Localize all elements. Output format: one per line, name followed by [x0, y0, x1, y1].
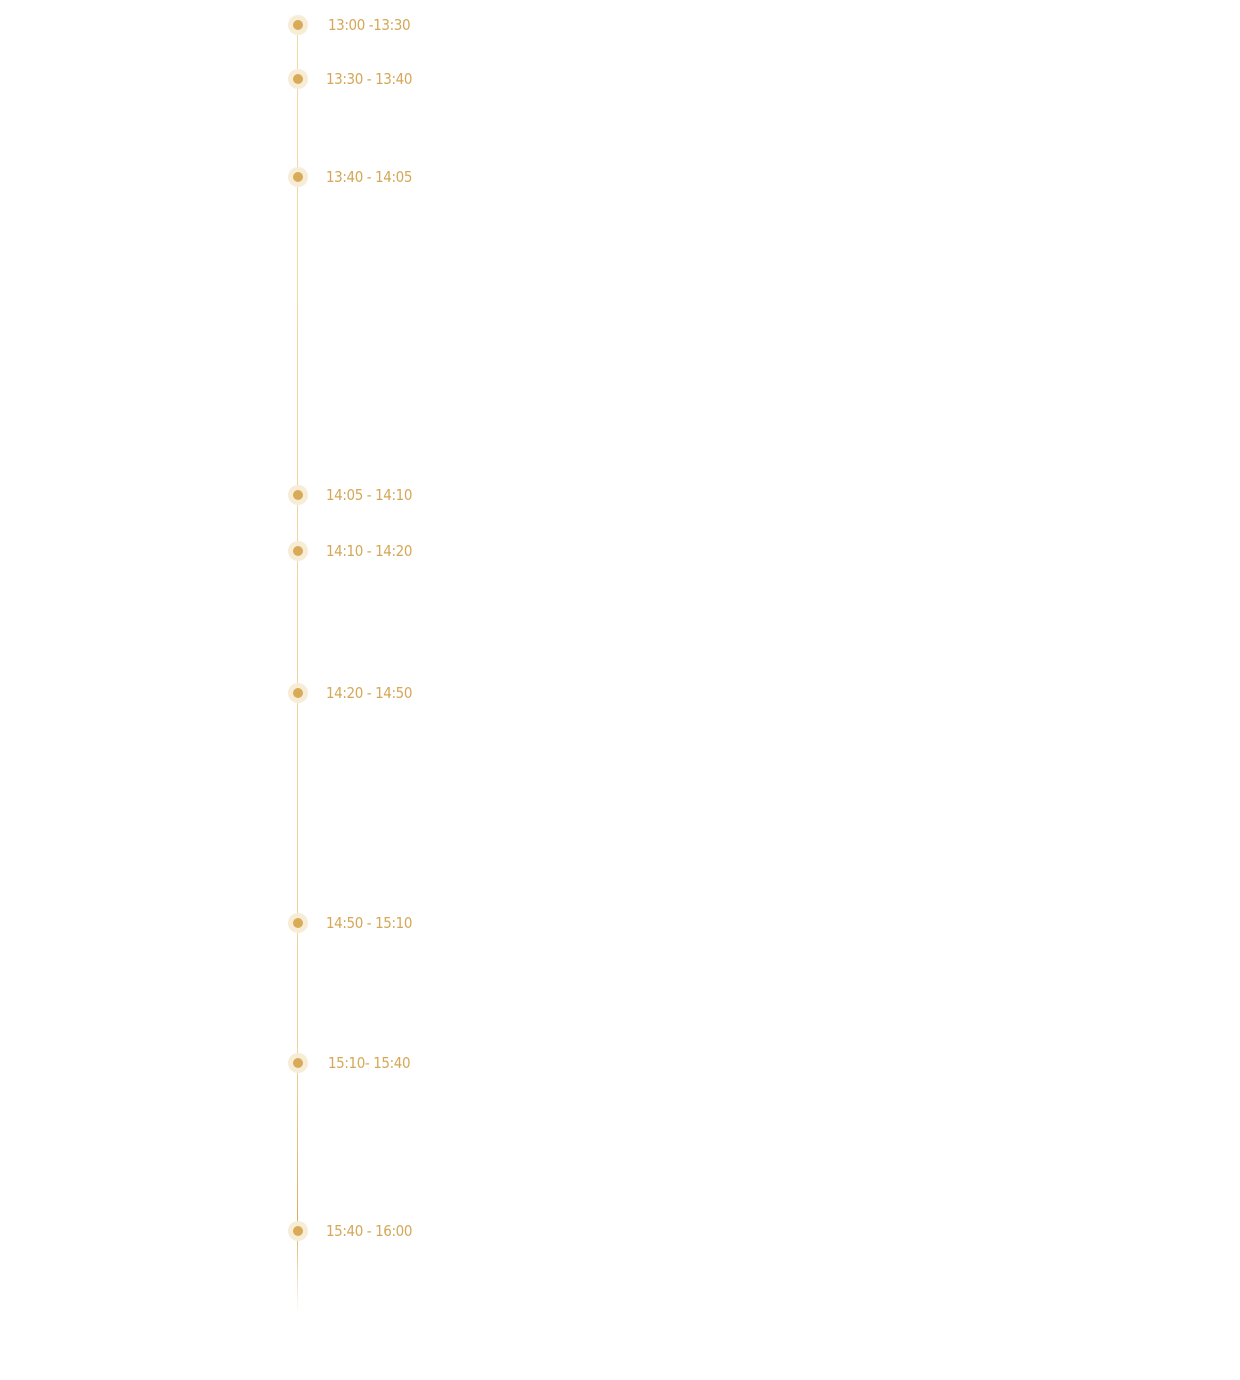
timeline-item-7 [288, 913, 588, 933]
timeline-time-label: 14:10 - 14:20 [326, 542, 413, 560]
timeline-time-label: 14:20 - 14:50 [326, 684, 413, 702]
timeline-time-label: 14:50 - 15:10 [326, 914, 413, 932]
timeline-item-8 [288, 1053, 588, 1073]
timeline-dot-icon [288, 15, 308, 35]
timeline-time-label: 13:00 -13:30 [328, 16, 411, 34]
timeline-dot-icon [288, 167, 308, 187]
timeline-item-4 [288, 485, 588, 505]
timeline-item-2 [288, 69, 588, 89]
timeline-dot-icon [288, 1053, 308, 1073]
timeline-dot-icon [288, 1221, 308, 1241]
timeline-dot-icon [288, 683, 308, 703]
timeline-item-6 [288, 683, 588, 703]
timeline-line [297, 25, 298, 1313]
timeline-item-3 [288, 167, 588, 187]
timeline-item-9 [288, 1221, 588, 1241]
timeline-time-label: 14:05 - 14:10 [326, 486, 413, 504]
timeline-dot-icon [288, 541, 308, 561]
timeline-item-5 [288, 541, 588, 561]
timeline-time-label: 15:40 - 16:00 [326, 1222, 413, 1240]
timeline-time-label: 13:40 - 14:05 [326, 168, 413, 186]
timeline-dot-icon [288, 485, 308, 505]
timeline-time-label: 15:10- 15:40 [328, 1054, 411, 1072]
timeline-dot-icon [288, 69, 308, 89]
timeline-dot-icon [288, 913, 308, 933]
timeline-item-1 [288, 15, 588, 35]
timeline-time-label: 13:30 - 13:40 [326, 70, 413, 88]
